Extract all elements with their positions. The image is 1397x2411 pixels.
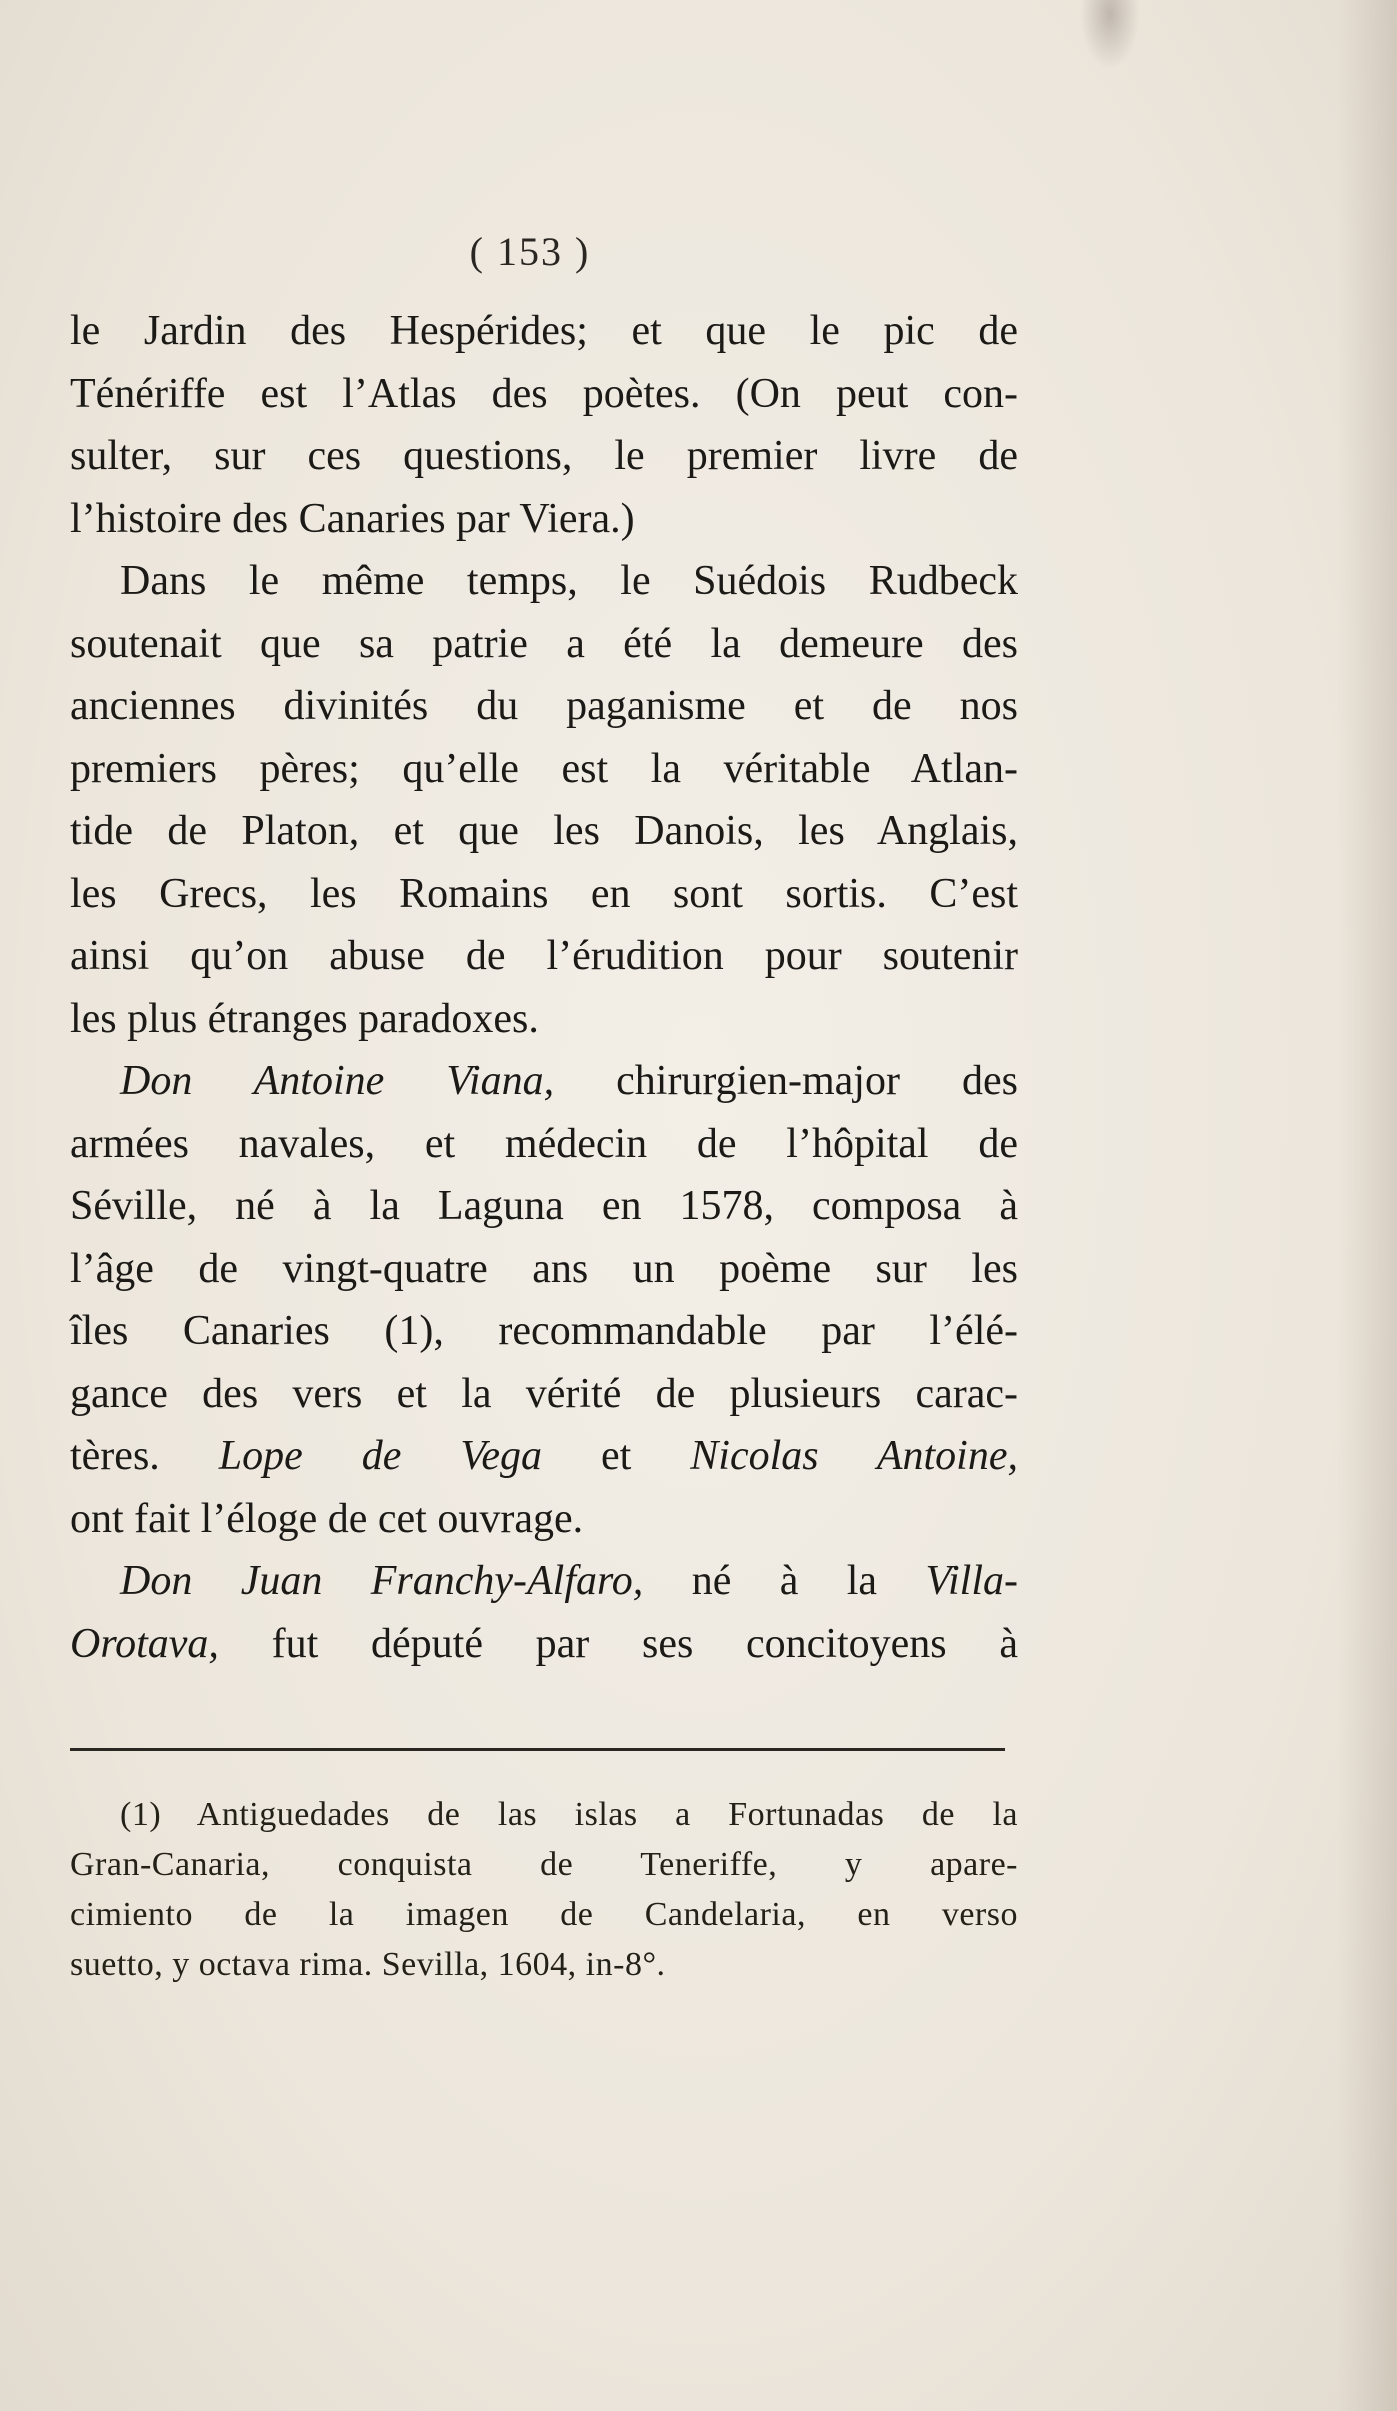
footnote-separator-rule — [70, 1748, 1005, 1751]
body-line: Don Juan Franchy-Alfaro, né à la Villa- — [120, 1558, 1018, 1604]
italic-name: Lope de Vega — [218, 1433, 543, 1479]
body-line: premiers pères; qu’elle est la véritable Atlan- — [70, 745, 1018, 792]
body-line: Orotava, fut député par ses concitoyens à — [70, 1620, 1018, 1667]
italic-name: Don Juan Franchy-Alfaro, — [120, 1558, 644, 1604]
body-line: Ténériffe est l’Atlas des poètes. (On peut con- — [70, 370, 1018, 417]
footnote-line: suetto, y octava rima. Sevilla, 1604, in-8°. — [70, 1946, 666, 1983]
main-text-block — [70, 300, 1018, 1675]
body-line: tères. Lope de Vega et Nicolas Antoine, — [70, 1433, 1018, 1479]
body-line: les plus étranges paradoxes. — [70, 995, 539, 1042]
footnote-line: Gran-Canaria, conquista de Teneriffe, y apare- — [70, 1846, 1018, 1883]
footnote-block — [70, 1790, 1018, 1990]
body-line: îles Canaries (1), recommandable par l’élé- — [70, 1308, 1018, 1354]
body-line: ont fait l’éloge de cet ouvrage. — [70, 1495, 584, 1542]
body-line: tide de Platon, et que les Danois, les Anglais, — [70, 808, 1018, 854]
body-line: gance des vers et la vérité de plusieurs carac- — [70, 1370, 1018, 1417]
body-line: l’histoire des Canaries par Viera.) — [70, 495, 635, 542]
body-line: sulter, sur ces questions, le premier livre de — [70, 433, 1018, 479]
body-line: Dans le même temps, le Suédois Rudbeck — [120, 558, 1018, 604]
footnote-line: (1) Antiguedades de las islas a Fortunadas de la — [120, 1796, 1018, 1833]
italic-name: Villa- — [925, 1558, 1018, 1604]
italic-name: Orotava, — [70, 1620, 219, 1667]
body-line: ainsi qu’on abuse de l’érudition pour soutenir — [70, 933, 1018, 979]
paper-stain — [1080, 0, 1140, 70]
body-line: l’âge de vingt-quatre ans un poème sur les — [70, 1245, 1018, 1292]
body-line: Don Antoine Viana, chirurgien-major des — [120, 1058, 1018, 1104]
body-line: le Jardin des Hespérides; et que le pic de — [70, 308, 1018, 354]
page-edge-shadow — [1337, 0, 1397, 2411]
body-line: les Grecs, les Romains en sont sortis. C’est — [70, 870, 1018, 917]
italic-name: Don Antoine Viana, — [120, 1058, 555, 1104]
page-number: ( 153 ) — [469, 229, 591, 274]
italic-name: Nicolas Antoine, — [690, 1433, 1018, 1479]
body-line: soutenait que sa patrie a été la demeure des — [70, 620, 1018, 667]
body-line: armées navales, et médecin de l’hôpital de — [70, 1120, 1018, 1167]
footnote-line: cimiento de la imagen de Candelaria, en verso — [70, 1896, 1018, 1933]
body-line: anciennes divinités du paganisme et de nos — [70, 683, 1018, 729]
body-line: Séville, né à la Laguna en 1578, composa à — [70, 1183, 1018, 1229]
